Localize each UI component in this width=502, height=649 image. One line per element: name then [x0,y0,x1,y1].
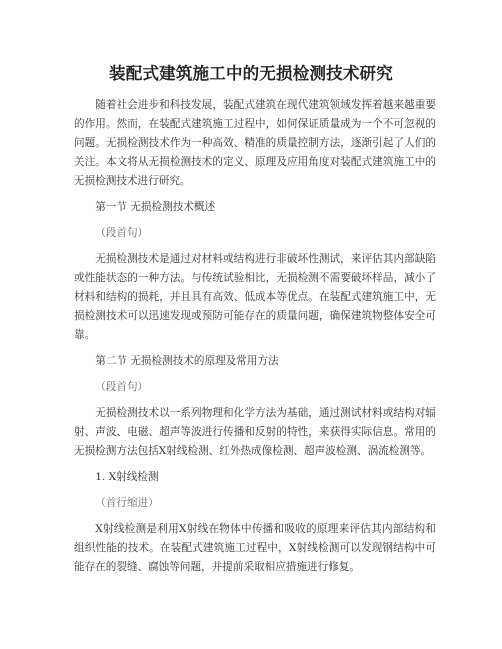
section-1-heading: 第一节 无损检测技术概述 [95,201,216,213]
document-title: 装配式建筑施工中的无损检测技术研究 [109,64,393,83]
intro-paragraph: 随着社会进步和科技发展，装配式建筑在现代建筑领域发挥着越来越重要的作用。然而，在装配式建筑施工过程中，如何保证质量成为一个不可忽视的问题。无损检测技术作为一种高效、精准的质量控制方法，逐渐引起了人们的关注。本文将从无损检测技术的定义、原理及应用角度对装配式建筑施工中的无损检测技术进行研究。 [74,99,436,187]
section-1-paragraph: 无损检测技术是通过对材料或结构进行非破坏性测试，来评估其内部缺陷或性能状态的一种方法。与传统试验相比，无损检测不需要破坏样品，减小了材料和结构的损耗，并且具有高效、低成本等优点。在装配式建筑施工中，无损检测技术可以迅速发现或预防可能存在的质量问题，确保建筑物整体安全可靠。 [74,253,436,341]
subsection-1-paragraph: X射线检测是利用X射线在物体中传播和吸收的原理来评估其内部结构和组织性能的技术。在装配式建筑施工过程中，X射线检测可以发现钢结构中可能存在的裂缝、腐蚀等问题，并提前采取相应措施进行修复。 [74,523,436,573]
section-1-note: （段首句） [95,227,149,239]
document-body [74,96,436,584]
subsection-1-heading: 1. X射线检测 [95,471,159,483]
section-2-heading: 第二节 无损检测技术的原理及常用方法 [95,355,279,367]
subsection-1-note: （首行缩进） [95,497,159,509]
section-2-note: （段首句） [95,381,149,393]
section-2-paragraph: 无损检测技术以一系列物理和化学方法为基础，通过测试材料或结构对辐射、声波、电磁、超声等波进行传播和反射的特性，来获得实际信息。常用的无损检测方法包括X射线检测、红外热成像检测、超声波检测、涡流检测等。 [74,407,436,457]
